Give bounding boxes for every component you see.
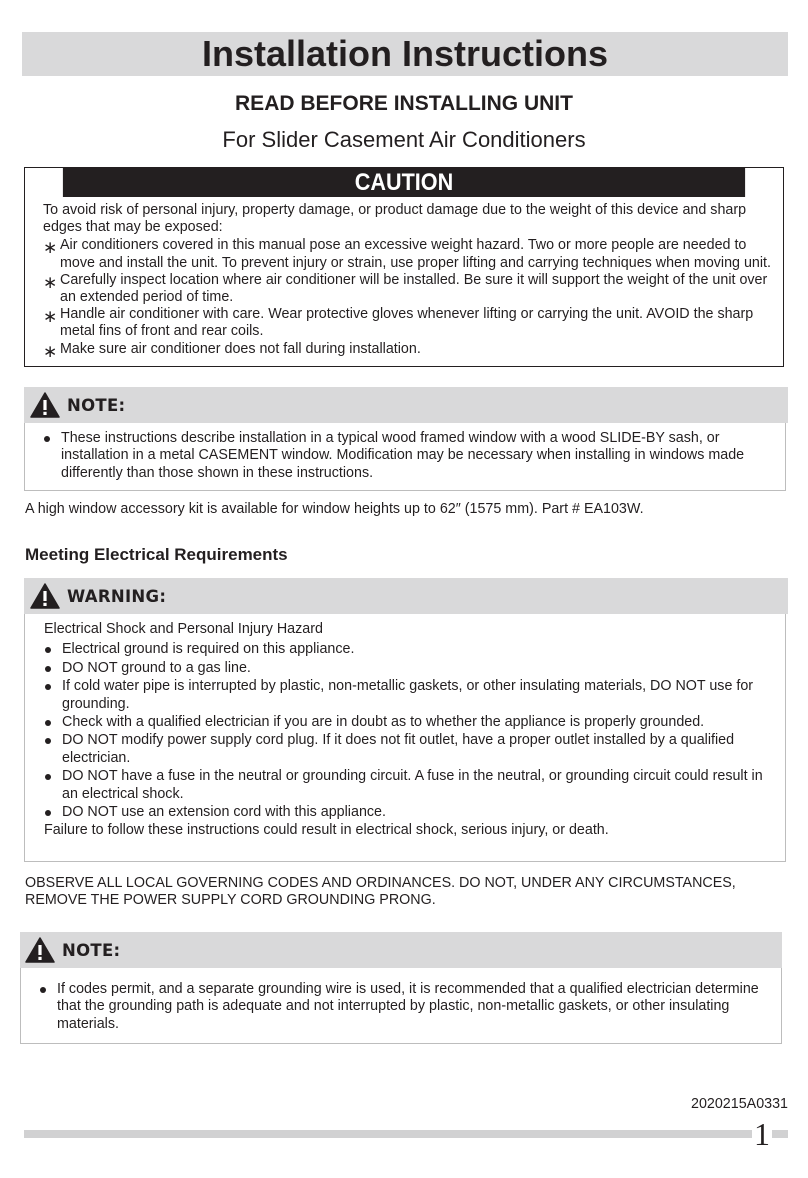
warning-item: Check with a qualified electrician if you are in doubt as to whether the appliance is properly grounded. — [44, 714, 775, 731]
page-number: 1 — [754, 1116, 770, 1152]
warning-item: If cold water pipe is interrupted by plastic, non-metallic gaskets, or other insulating materials, DO NOT use for grounding. — [44, 678, 775, 713]
caution-item: ∗ Carefully inspect location where air conditioner will be installed. Be sure it will support the weight of the unit over an extended period of time. — [43, 271, 768, 306]
caution-list — [43, 237, 777, 361]
note-label: NOTE: — [67, 396, 126, 415]
warning-label: WARNING: — [67, 587, 167, 606]
product-line: For Slider Casement Air Conditioners — [222, 127, 586, 152]
caution-item: ∗ Handle air conditioner with care. Wear protective gloves whenever lifting or carrying the unit. AVOID the sharp metal fins of front and rear coils. — [43, 306, 754, 340]
note-item: If codes permit, and a separate grounding wire is used, it is recommended that a qualified electrician determine that the grounding path is adequate and not interrupted by plastic, non-metallic gaskets, or other insulating materials. — [39, 981, 771, 1033]
caution-heading: CAUTION — [63, 168, 745, 197]
warning-triangle-icon — [25, 937, 55, 963]
caution-intro: To avoid risk of personal injury, property damage, or product damage due to the weight of this device and sharp edges that may be exposed: — [43, 202, 747, 236]
note-box — [20, 968, 782, 1044]
note-item: These instructions describe installation in a typical wood framed window with a wood SLIDE-BY sash, or installation in a metal CASEMENT window. Modification may be necessary when installing in windows made differently than those shown in these instructions. — [43, 430, 775, 482]
note-list — [39, 981, 771, 1033]
asterisk-icon: ∗ — [43, 307, 58, 327]
asterisk-icon: ∗ — [43, 341, 58, 361]
page-title: Installation Instructions — [201, 33, 609, 74]
page-subtitle: READ BEFORE INSTALLING UNIT — [235, 92, 573, 115]
warning-list — [44, 641, 775, 821]
caution-item: ∗ Make sure air conditioner does not fall during installation. — [43, 340, 421, 361]
warning-item: DO NOT have a fuse in the neutral or grounding circuit. A fuse in the neutral, or grounding circuit could result in an electrical shock. — [44, 768, 775, 803]
warning-item: Electrical ground is required on this appliance. — [44, 641, 775, 658]
caution-body — [25, 197, 783, 361]
warning-triangle-icon — [30, 392, 60, 418]
accessory-kit-text: A high window accessory kit is available for window heights up to 62″ (1575 mm). Part # EA103W. — [25, 501, 644, 517]
asterisk-icon: ∗ — [43, 272, 58, 292]
note-label: NOTE: — [62, 941, 121, 960]
section-heading: Meeting Electrical Requirements — [25, 545, 288, 564]
caution-box — [24, 167, 784, 367]
warning-box — [24, 614, 786, 862]
document-number: 2020215A0331 — [691, 1096, 788, 1112]
note-list — [43, 430, 775, 482]
note-box — [24, 423, 786, 491]
failure-warning-text: Failure to follow these instructions could result in electrical shock, serious injury, or death. — [44, 822, 609, 839]
warning-triangle-icon — [30, 583, 60, 609]
note-header-bar — [24, 387, 788, 423]
observe-codes-text: OBSERVE ALL LOCAL GOVERNING CODES AND ORDINANCES. DO NOT, UNDER ANY CIRCUMSTANCES, REMOVE THE POWER SUPPLY CORD GROUNDING PRONG. — [25, 875, 736, 909]
footer-bar — [24, 1130, 788, 1138]
warning-item: DO NOT use an extension cord with this appliance. — [44, 804, 775, 821]
warning-item: DO NOT modify power supply cord plug. If it does not fit outlet, have a proper outlet installed by a qualified electrician. — [44, 732, 775, 767]
asterisk-icon: ∗ — [43, 238, 58, 258]
warning-item: DO NOT ground to a gas line. — [44, 660, 775, 677]
caution-item: ∗ Air conditioners covered in this manual pose an excessive weight hazard. Two or more people are needed to move and install the unit. To prevent injury or strain, use proper lifting and carrying techniques when moving unit. — [43, 237, 771, 271]
hazard-title: Electrical Shock and Personal Injury Hazard — [44, 621, 323, 637]
note-header-bar — [20, 932, 782, 968]
